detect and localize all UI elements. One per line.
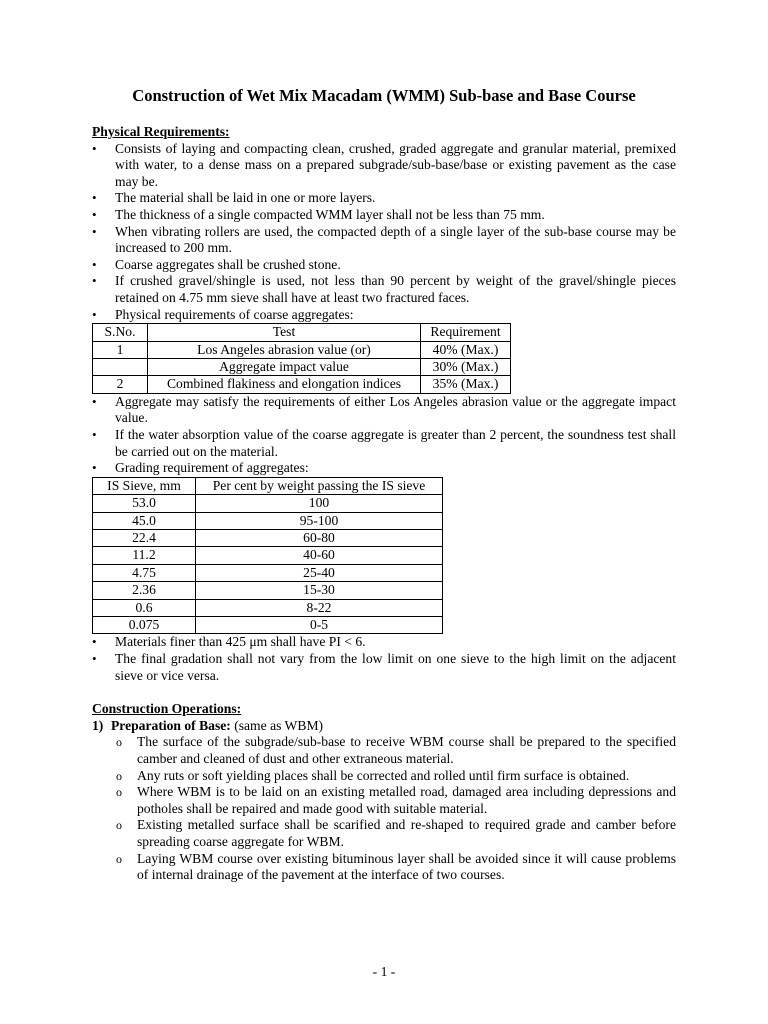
list-item: o Laying WBM course over existing bituminous layer shall be avoided since it will cause problems of internal drainage of the pavement at the interface of two courses. [116,851,676,884]
list-item: • Materials finer than 425 μm shall have PI < 6. [92,634,676,651]
list-item: • Coarse aggregates shall be crushed stone. [92,257,676,274]
cell-test: Combined flakiness and elongation indices [148,376,421,393]
cell-passing: 60-80 [196,529,443,546]
cell-sno [93,358,148,375]
list-item: • Aggregate may satisfy the requirements of either Los Angeles abrasion value or the aggregate impact value. [92,394,676,427]
operation-number: 1) [92,717,104,733]
cell-sieve: 53.0 [93,495,196,512]
table-header-row [93,324,511,341]
list-item: • The material shall be laid in one or more layers. [92,190,676,207]
list-item: o Existing metalled surface shall be scarified and re-shaped to required grade and camber before spreading coarse aggregate for WBM. [116,817,676,850]
list-item: • Physical requirements of coarse aggregates: [92,307,676,324]
cell-passing: 8-22 [196,599,443,616]
cell-sieve: 45.0 [93,512,196,529]
document-page [92,86,676,884]
document-title: Construction of Wet Mix Macadam (WMM) Sub-base and Base Course [132,86,636,105]
cell-requirement: 30% (Max.) [421,358,511,375]
cell-test: Los Angeles abrasion value (or) [148,341,421,358]
cell-passing: 100 [196,495,443,512]
cell-sno: 1 [93,341,148,358]
cell-passing: 0-5 [196,616,443,633]
cell-passing: 95-100 [196,512,443,529]
preparation-sub-list [92,734,676,883]
table-row [93,529,443,546]
operation-note: (same as WBM) [230,717,324,733]
cell-sno: 2 [93,376,148,393]
physical-bullet-list [92,141,676,324]
cell-requirement: 40% (Max.) [421,341,511,358]
cell-requirement: 35% (Max.) [421,376,511,393]
list-item: • The thickness of a single compacted WMM layer shall not be less than 75 mm. [92,207,676,224]
coarse-aggregate-requirements-table [92,323,511,394]
list-item: • The final gradation shall not vary from the low limit on one sieve to the high limit on the adjacent sieve or vice versa. [92,651,676,684]
cell-sieve: 0.6 [93,599,196,616]
cell-test: Aggregate impact value [148,358,421,375]
list-item: • When vibrating rollers are used, the compacted depth of a single layer of the sub-base course may be increased to 200 mm. [92,224,676,257]
table-row [93,564,443,581]
cell-sieve: 11.2 [93,547,196,564]
operation-title: Preparation of Base: [111,717,231,733]
header-requirement: Requirement [421,324,511,341]
header-test: Test [148,324,421,341]
list-item: • Grading requirement of aggregates: [92,460,676,477]
list-item: • If the water absorption value of the coarse aggregate is greater than 2 percent, the soundness test shall be carried out on the material. [92,427,676,460]
list-item: • Consists of laying and compacting clean, crushed, graded aggregate and granular material, premixed with water, to a dense mass on a prepared subgrade/sub-base/base or existing pavement as the case may be. [92,141,676,191]
header-percent-passing: Per cent by weight passing the IS sieve [196,477,443,494]
table-row [93,582,443,599]
aggregate-bullet-list [92,394,676,477]
cell-sieve: 22.4 [93,529,196,546]
list-item: o The surface of the subgrade/sub-base to receive WBM course shall be prepared to the specified camber and cleaned of dust and other extraneous material. [116,734,676,767]
cell-sieve: 2.36 [93,582,196,599]
table-header-row [93,477,443,494]
list-item: • If crushed gravel/shingle is used, not less than 90 percent by weight of the gravel/shingle pieces retained on 4.75 mm sieve shall have at least two fractured faces. [92,273,676,306]
cell-sieve: 4.75 [93,564,196,581]
header-sieve: IS Sieve, mm [93,477,196,494]
list-item: o Any ruts or soft yielding places shall be corrected and rolled until firm surface is obtained. [116,768,676,785]
physical-requirements-heading: Physical Requirements: [92,124,230,139]
list-item: o Where WBM is to be laid on an existing metalled road, damaged area including depressions and potholes shall be repaired and made good with suitable material. [116,784,676,817]
table-row [93,341,511,358]
header-sno: S.No. [93,324,148,341]
cell-passing: 25-40 [196,564,443,581]
table-row [93,495,443,512]
table-row [93,376,511,393]
table-row [93,599,443,616]
table-row [93,547,443,564]
operation-item-heading [92,718,676,735]
section-spacer [92,684,676,701]
table-row [93,358,511,375]
page-number: - 1 - [372,964,396,979]
construction-operations-heading: Construction Operations: [92,701,242,717]
table-row [93,616,443,633]
grading-requirements-table [92,477,443,635]
table-row [93,512,443,529]
cell-passing: 15-30 [196,582,443,599]
cell-passing: 40-60 [196,547,443,564]
gradation-bullet-list [92,634,676,684]
cell-sieve: 0.075 [93,616,196,633]
